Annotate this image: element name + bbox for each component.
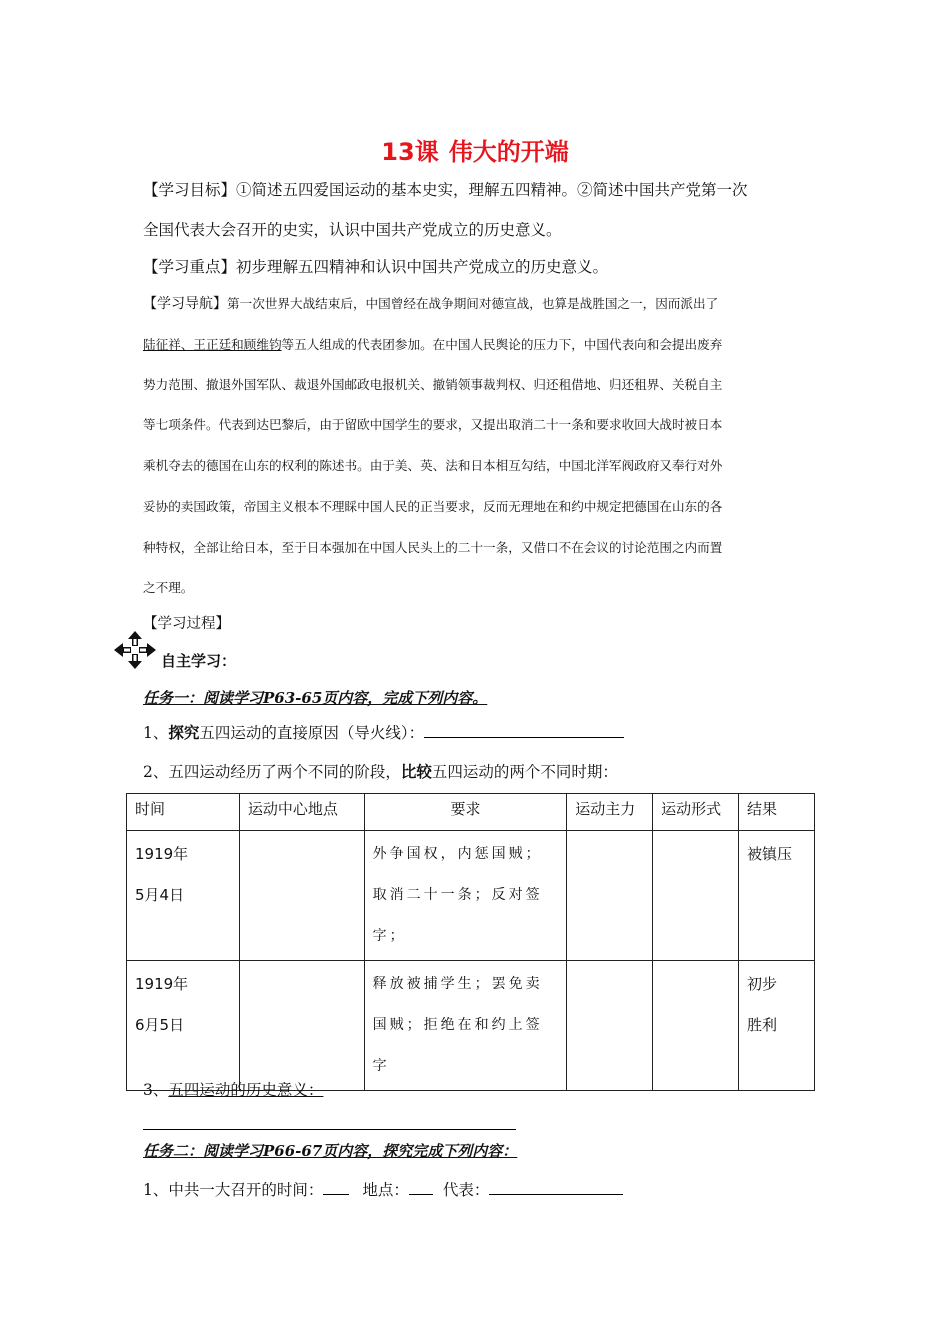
cell-time: 1919年 5月4日 (127, 831, 240, 961)
task2-title: 任务二：阅读学习P66-67页内容，探究完成下列内容： (143, 1142, 518, 1160)
cell-demands: 外争国权，内惩国贼； 取消二十一条；反对签 字； (364, 831, 567, 961)
answer-blank-place[interactable] (409, 1193, 433, 1195)
task1-q2: 2、五四运动经历了两个不同的阶段，比较五四运动的两个不同时期： (143, 762, 618, 781)
guide-line-3: 势力范围、撤退外国军队、裁退外国邮政电报机关、撤销领事裁判权、归还租借地、归还租界、关税自主 (143, 377, 723, 392)
guide-line-2: 陆征祥、王正廷和顾维钧等五人组成的代表团参加。在中国人民舆论的压力下，中国代表向和会提出废弃 (143, 337, 723, 352)
goal-line-2: 全国代表大会召开的史实，认识中国共产党成立的历史意义。 (143, 221, 562, 239)
cell-force-blank[interactable] (567, 961, 653, 1091)
comparison-table (126, 793, 815, 1091)
answer-blank-time[interactable] (323, 1193, 349, 1195)
guide-line-7: 种特权，全部让给日本，至于日本强加在中国人民头上的二十一条，又借口不在会议的讨论范围之内而置 (143, 540, 723, 555)
task1-q1: 1、探究五四运动的直接原因（导火线）： (143, 721, 624, 743)
task2-q1: 1、中共一大召开的时间： 地点： 代表： (143, 1178, 623, 1200)
table-header-row (127, 794, 815, 831)
guide-label: 【学习导航】 (143, 296, 227, 312)
self-study-heading: 自主学习： (161, 652, 237, 670)
answer-blank-cause[interactable] (424, 736, 624, 738)
guide-line-1: 【学习导航】第一次世界大战结束后，中国曾经在战争期间对德宣战，也算是战胜国之一，因而派出了 (143, 296, 719, 312)
task1-q3: 3、五四运动的历史意义： (143, 1081, 324, 1099)
cell-center-blank[interactable] (239, 831, 364, 961)
task1-title: 任务一：阅读学习P63-65页内容，完成下列内容。 (143, 689, 488, 707)
table-row (127, 961, 815, 1091)
header-demands: 要求 (364, 794, 567, 831)
header-time: 时间 (127, 794, 240, 831)
guide-line-8: 之不理。 (143, 580, 194, 595)
cell-force-blank[interactable] (567, 831, 653, 961)
cell-time: 1919年 6月5日 (127, 961, 240, 1091)
cell-form-blank[interactable] (653, 831, 739, 961)
process-label: 【学习过程】 (143, 616, 230, 632)
cell-result: 被镇压 (739, 831, 815, 961)
header-form: 运动形式 (653, 794, 739, 831)
guide-line-6: 妥协的卖国政策，帝国主义根本不理睬中国人民的正当要求，反而无理地在和约中规定把德国在山东的各 (143, 499, 723, 514)
cell-center-blank[interactable] (239, 961, 364, 1091)
guide-line-4: 等七项条件。代表到达巴黎后，由于留欧中国学生的要求，又提出取消二十一条和要求收回大战时被日本 (143, 417, 723, 432)
goal-line-1: 【学习目标】①简述五四爱国运动的基本史实，理解五四精神。②简述中国共产党第一次 (143, 181, 748, 199)
focus-line: 【学习重点】初步理解五四精神和认识中国共产党成立的历史意义。 (143, 258, 609, 276)
cell-demands: 释放被捕学生；罢免卖 国贼；拒绝在和约上签 字 (364, 961, 567, 1091)
guide-line-5: 乘机夺去的德国在山东的权利的陈述书。由于美、英、法和日本相互勾结，中国北洋军阀政府又奉行对外 (143, 458, 723, 473)
focus-label: 【学习重点】 (143, 258, 237, 276)
header-main-force: 运动主力 (567, 794, 653, 831)
page-title (0, 132, 950, 167)
delegates-names: 陆征祥、王正廷和顾维钧 (143, 337, 282, 352)
cell-form-blank[interactable] (653, 961, 739, 1091)
lesson-name: 伟大的开端 (448, 138, 569, 166)
goal-label: 【学习目标】 (143, 181, 237, 199)
table-row (127, 831, 815, 961)
answer-line-significance[interactable] (143, 1129, 516, 1130)
answer-blank-representatives[interactable] (489, 1193, 623, 1195)
header-center: 运动中心地点 (239, 794, 364, 831)
lesson-number: 13课 (381, 138, 439, 166)
header-result: 结果 (739, 794, 815, 831)
cell-result: 初步 胜利 (739, 961, 815, 1091)
cross-arrows-icon (112, 630, 158, 670)
